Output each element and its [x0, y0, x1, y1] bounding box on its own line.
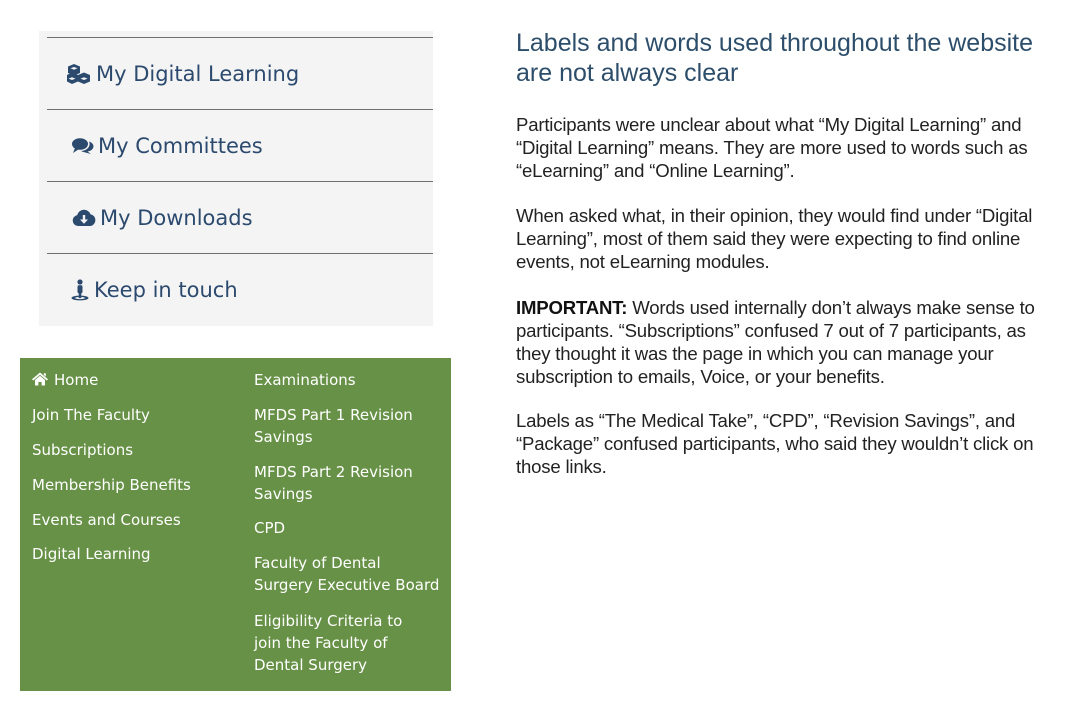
nav-link-membership-benefits[interactable]: Membership Benefits	[32, 476, 191, 494]
paragraph-text: Words used internally don’t always make sense to participants. “Subscriptions” confused 7 out of 7 participants, as they thought it was the page in which you can manage your subscription to emails, Voice, or your benefits.	[516, 297, 1035, 387]
account-menu	[39, 31, 433, 326]
menu-item-label: Keep in touch	[94, 277, 238, 302]
cubes-icon	[65, 62, 93, 86]
nav-link-subscriptions[interactable]: Subscriptions	[32, 441, 134, 459]
menu-item-label: My Downloads	[100, 205, 253, 230]
nav-link-label: Home	[54, 371, 99, 389]
nav-link-mfds-part-1[interactable]: MFDS Part 1 Revision Savings	[254, 406, 413, 446]
nav-link-mfds-part-2[interactable]: MFDS Part 2 Revision Savings	[254, 463, 413, 503]
menu-item-my-digital-learning[interactable]	[47, 37, 433, 109]
menu-item-label: My Digital Learning	[96, 61, 300, 86]
nav-link-cpd[interactable]: CPD	[254, 519, 286, 537]
paragraph-important	[516, 296, 1056, 388]
nav-link-eligibility-criteria[interactable]: Eligibility Criteria to join the Faculty of Dental Surgery	[254, 612, 403, 674]
nav-link-events-and-courses[interactable]: Events and Courses	[32, 511, 181, 529]
important-label: IMPORTANT:	[516, 297, 628, 318]
person-pin-icon	[69, 278, 91, 302]
footer-nav-menu	[20, 358, 451, 691]
paragraph: When asked what, in their opinion, they would find under “Digital Learning”, most of them said they were expecting to find online events, not eLearning modules.	[516, 205, 1033, 272]
menu-item-keep-in-touch[interactable]	[47, 253, 433, 325]
menu-item-my-downloads[interactable]	[47, 181, 433, 253]
paragraph: Labels as “The Medical Take”, “CPD”, “Revision Savings”, and “Package” confused participants, who said they wouldn’t click on those links.	[516, 410, 1034, 477]
menu-item-label: My Committees	[98, 133, 263, 158]
comments-icon	[71, 134, 95, 158]
nav-link-digital-learning[interactable]: Digital Learning	[32, 545, 151, 563]
nav-link-join-the-faculty[interactable]: Join The Faculty	[32, 406, 150, 424]
article-heading: Labels and words used throughout the website are not always clear	[516, 29, 1034, 87]
nav-link-executive-board[interactable]: Faculty of Dental Surgery Executive Board	[254, 554, 440, 594]
findings-article	[516, 28, 1056, 477]
home-icon	[32, 372, 48, 386]
cloud-download-icon	[71, 206, 97, 230]
paragraph: Participants were unclear about what “My Digital Learning” and “Digital Learning” means. They are more used to words such as “eLearning” and “Online Learning”.	[516, 114, 1028, 181]
menu-item-my-committees[interactable]	[47, 109, 433, 181]
nav-link-home[interactable]	[32, 369, 247, 391]
nav-link-examinations[interactable]: Examinations	[254, 371, 356, 389]
